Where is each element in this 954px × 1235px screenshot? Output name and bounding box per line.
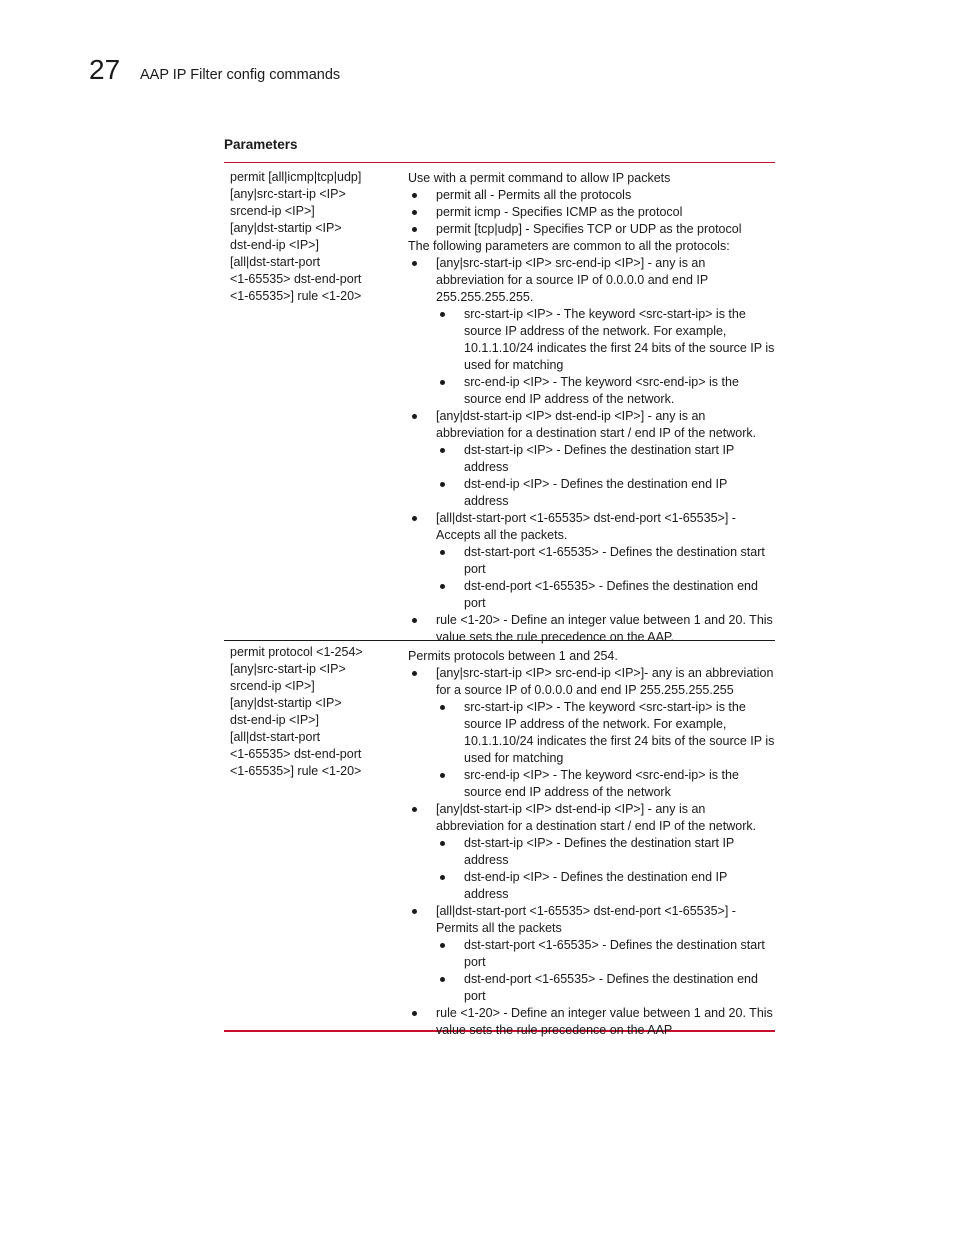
item-text: [any|dst-start-ip <IP> dst-end-ip <IP>] - any is an abbreviation for a destination start / end IP of the network. — [436, 409, 757, 440]
bullet-item — [408, 665, 775, 699]
bullet-icon — [440, 482, 445, 487]
bullet-item — [408, 442, 775, 476]
item-text: [any|dst-start-ip <IP> dst-end-ip <IP>] - any is an abbreviation for a destination start / end IP of the network. — [436, 802, 757, 833]
item-text: The following parameters are common to all the protocols: — [408, 239, 730, 253]
item-text: dst-start-port <1-65535> - Defines the destination start port — [464, 938, 765, 969]
bullet-icon — [440, 448, 445, 453]
bullet-item — [408, 869, 775, 903]
item-text: src-end-ip <IP> - The keyword <src-end-ip> is the source end IP address of the network. — [464, 375, 739, 406]
item-text: dst-end-port <1-65535> - Defines the destination end port — [464, 579, 758, 610]
bullet-item — [408, 544, 775, 578]
parameters-table — [224, 162, 775, 1037]
item-text: dst-start-ip <IP> - Defines the destination start IP address — [464, 443, 735, 474]
item-text: src-start-ip <IP> - The keyword <src-start-ip> is the source IP address of the network. For example, 10.1.1.10/24 indicates the first 24 bits of the source IP is used for matching — [464, 307, 775, 372]
bullet-item — [408, 187, 775, 204]
bullet-icon — [412, 618, 417, 623]
bullet-item — [408, 255, 775, 306]
bullet-item — [408, 221, 775, 238]
description-cell — [408, 641, 775, 1037]
bullet-icon — [440, 875, 445, 880]
item-text: [any|src-start-ip <IP> src-end-ip <IP>]- any is an abbreviation for a source IP of 0.0.0.0 and end IP 255.255.255.255 — [436, 666, 774, 697]
item-text: [all|dst-start-port <1-65535> dst-end-port <1-65535>] - Permits all the packets — [436, 904, 736, 935]
item-text: src-start-ip <IP> - The keyword <src-start-ip> is the source IP address of the network. For example, 10.1.1.10/24 indicates the first 24 bits of the source IP is used for matching — [464, 700, 775, 765]
bullet-item — [408, 476, 775, 510]
bullet-icon — [440, 943, 445, 948]
bullet-item — [408, 903, 775, 937]
item-text: permit [tcp|udp] - Specifies TCP or UDP as the protocol — [436, 222, 742, 236]
bullet-item — [408, 835, 775, 869]
bullet-item — [408, 306, 775, 374]
bullet-item — [408, 699, 775, 767]
item-text: dst-start-ip <IP> - Defines the destination start IP address — [464, 836, 735, 867]
item-text: permit icmp - Specifies ICMP as the protocol — [436, 205, 683, 219]
bullet-icon — [412, 909, 417, 914]
item-text: [any|src-start-ip <IP> src-end-ip <IP>] - any is an abbreviation for a source IP of 0.0.0.0 and end IP 255.255.255.255. — [436, 256, 708, 304]
bullet-icon — [412, 516, 417, 521]
item-text: Permits protocols between 1 and 254. — [408, 649, 618, 663]
syntax-cell — [224, 641, 408, 1030]
command-syntax: permit protocol <1-254> [any|src-start-ip <IP> srcend-ip <IP>] [any|dst-startip <IP> dst-end-ip <IP>] [all|dst-start-port <1-65535> dst-end-port <1-65535>] rule <1-20> — [230, 645, 363, 778]
bullet-icon — [440, 977, 445, 982]
bullet-item — [408, 510, 775, 544]
item-text: dst-end-ip <IP> - Defines the destination end IP address — [464, 870, 728, 901]
bullet-icon — [412, 227, 417, 232]
syntax-cell — [224, 163, 408, 640]
bullet-icon — [412, 193, 417, 198]
bullet-icon — [440, 841, 445, 846]
chapter-number: 27 — [89, 54, 121, 85]
item-text: permit all - Permits all the protocols — [436, 188, 632, 202]
description-cell — [408, 163, 775, 644]
command-syntax: permit [all|icmp|tcp|udp] [any|src-start-ip <IP> srcend-ip <IP>] [any|dst-startip <IP> dst-end-ip <IP>] [all|dst-start-port <1-65535> dst-end-port <1-65535>] rule <1-20> — [230, 170, 362, 303]
description-text — [408, 648, 775, 665]
table-row — [224, 163, 775, 644]
bullet-item — [408, 408, 775, 442]
item-text: dst-start-port <1-65535> - Defines the destination start port — [464, 545, 765, 576]
bullet-icon — [412, 671, 417, 676]
bullet-icon — [440, 773, 445, 778]
table-row — [224, 640, 775, 1037]
item-text: [all|dst-start-port <1-65535> dst-end-port <1-65535>] - Accepts all the packets. — [436, 511, 736, 542]
bullet-icon — [412, 210, 417, 215]
bullet-item — [408, 801, 775, 835]
item-text: rule <1-20> - Define an integer value between 1 and 20. This value sets the rule precedence on the AAP. — [436, 613, 773, 644]
description-text — [408, 238, 775, 255]
item-text: dst-end-ip <IP> - Defines the destination end IP address — [464, 477, 728, 508]
description-text — [408, 170, 775, 187]
bullet-item — [408, 204, 775, 221]
bullet-icon — [440, 550, 445, 555]
bullet-icon — [412, 1011, 417, 1016]
bullet-item — [408, 1005, 775, 1039]
item-text: rule <1-20> - Define an integer value between 1 and 20. This value sets the rule precedence on the AAP — [436, 1006, 773, 1037]
item-text: dst-end-port <1-65535> - Defines the destination end port — [464, 972, 758, 1003]
bullet-icon — [412, 261, 417, 266]
bullet-icon — [440, 584, 445, 589]
bullet-item — [408, 374, 775, 408]
chapter-title: AAP IP Filter config commands — [140, 67, 341, 83]
section-title: Parameters — [224, 137, 298, 152]
bullet-icon — [440, 705, 445, 710]
bullet-item — [408, 937, 775, 971]
bullet-icon — [412, 414, 417, 419]
bullet-item — [408, 767, 775, 801]
bullet-icon — [412, 807, 417, 812]
bullet-icon — [440, 312, 445, 317]
bullet-item — [408, 578, 775, 612]
bullet-item — [408, 971, 775, 1005]
bullet-icon — [440, 380, 445, 385]
item-text: src-end-ip <IP> - The keyword <src-end-ip> is the source end IP address of the network — [464, 768, 739, 799]
item-text: Use with a permit command to allow IP packets — [408, 171, 671, 185]
